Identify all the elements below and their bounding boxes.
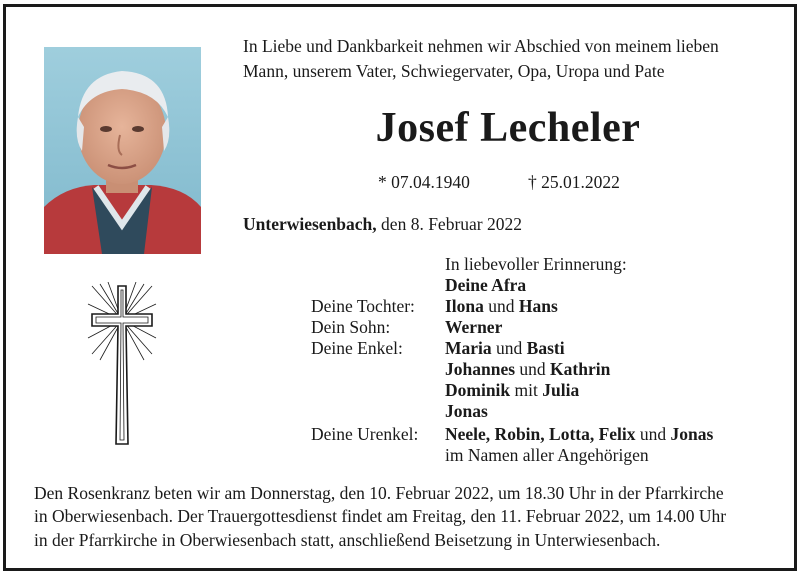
family-name: Jonas [670, 424, 714, 444]
birth-date: * 07.04.1940 [378, 172, 470, 192]
family-name: Maria [445, 338, 492, 358]
intro-line: In Liebe und Dankbarkeit nehmen wir Abschied von meinem lieben [243, 36, 719, 56]
family-conjunction: und [483, 296, 519, 316]
family-name: Dominik [445, 380, 511, 400]
family-name: Werner [445, 317, 503, 337]
service-line: Den Rosenkranz beten wir am Donnerstag, den 10. Februar 2022, um 18.30 Uhr in der Pfarrkirche [34, 483, 724, 503]
family-name: Johannes [445, 359, 516, 379]
family-names-grandchildren [445, 338, 565, 359]
family-conjunction: mit [510, 380, 543, 400]
intro-line: Mann, unserem Vater, Schwiegervater, Opa, Uropa und Pate [243, 61, 665, 81]
family-name: Kathrin [550, 359, 611, 379]
family-footer: im Namen aller Angehörigen [445, 445, 649, 465]
deceased-name: Josef Lecheler [375, 105, 641, 151]
service-line: in der Pfarrkirche in Oberwiesenbach statt, anschließend Beisetzung in Unterwiesenbach. [34, 529, 661, 550]
family-name: Neele, Robin, Lotta, Felix [445, 424, 636, 444]
wife-name-text: Deine Afra [445, 275, 527, 295]
family-names-grandchildren [445, 380, 579, 401]
place-date [243, 214, 522, 235]
family-names-daughter [445, 296, 558, 317]
family-names-son [445, 317, 502, 338]
family-conjunction: und [515, 359, 551, 379]
family-names-great-grandchildren [445, 424, 713, 445]
family-label-grandchildren: Deine Enkel: [311, 338, 403, 358]
service-line: in Oberwiesenbach. Der Trauergottesdienst findet am Freitag, den 11. Februar 2022, um 14.00 Uhr [34, 506, 727, 527]
wife-name [445, 275, 526, 296]
portrait-photo [44, 47, 201, 254]
intro-text [243, 34, 783, 84]
family-name: Hans [518, 296, 558, 316]
family-label-daughter: Deine Tochter: [311, 296, 415, 316]
family-names-grandchildren [445, 401, 488, 422]
family-name: Ilona [445, 296, 484, 316]
family-name: Basti [526, 338, 565, 358]
family-name: Julia [542, 380, 580, 400]
family-names-grandchildren [445, 359, 610, 380]
family-conjunction: und [491, 338, 527, 358]
place-name: Unterwiesenbach, [243, 214, 377, 234]
notice-date: den 8. Februar 2022 [376, 214, 522, 234]
family-label-son: Dein Sohn: [311, 317, 391, 337]
death-date: † 25.01.2022 [528, 172, 620, 192]
remembrance-heading: In liebevoller Erinnerung: [445, 254, 627, 274]
family-label-great-grandchildren: Deine Urenkel: [311, 424, 419, 444]
family-name: Jonas [445, 401, 488, 421]
radiant-cross-icon [86, 282, 158, 453]
service-announcement [34, 482, 786, 552]
family-conjunction: und [635, 424, 671, 444]
